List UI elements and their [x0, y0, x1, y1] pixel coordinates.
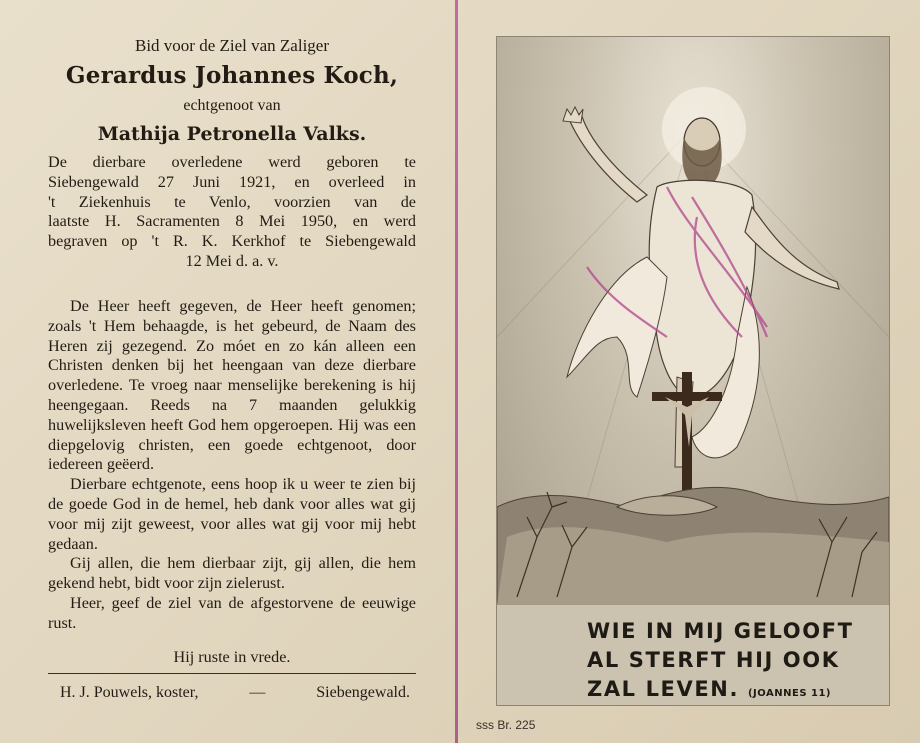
prayer-text	[48, 297, 416, 634]
footer-divider	[48, 673, 416, 674]
prayer-paragraph: Gij allen, die hem dierbaar zijt, gij allen, die hem gekend hebt, bidt voor zijn zielerust.	[48, 554, 416, 593]
bio-line: laatste H. Sacramenten 8 Mei 1950, en werd	[48, 212, 416, 231]
resurrection-illustration	[497, 37, 889, 605]
bio-line: begraven op 't R. K. Kerkhof te Siebengewald	[48, 232, 416, 251]
printer-place: Siebengewald.	[316, 684, 410, 701]
caption-line-3-text: ZAL LEVEN.	[587, 677, 740, 701]
intro-text: Bid voor de Ziel van Zaliger	[134, 36, 330, 55]
deceased-name: Gerardus Johannes Koch,	[65, 62, 399, 89]
caption-line-2: AL STERFT HIJ OOK	[587, 648, 840, 672]
scripture-caption	[497, 605, 889, 705]
prayer-paragraph: De Heer heeft gegeven, de Heer heeft genomen; zoals 't Hem behaagde, is het gebeurd, de Naam des Heren zij gezegend. Zo móet en zo kán alleen een Christen denken bij het heengaan van deze dierbare overledene. Te vroeg naar menselijke berekening is hij heengegaan. Reeds na 7 maanden gelukkig huwelijksleven heeft God hem opgeroepen. Hij was een diepgelovig christen, een goede echtgenoot, door iedereen geëerd.	[48, 296, 416, 474]
left-page	[48, 30, 416, 730]
bio-line: Siebengewald 27 Juni 1921, en overleed in	[48, 172, 416, 191]
caption-line-3	[587, 677, 831, 701]
printer-footer	[60, 684, 410, 702]
closing-line: Hij ruste in vrede.	[173, 647, 291, 666]
right-page	[496, 36, 890, 706]
fold-line	[455, 0, 458, 743]
scripture-reference: (JOANNES 11)	[747, 688, 831, 699]
biography	[48, 153, 416, 271]
print-serial: sss Br. 225	[476, 718, 536, 732]
bio-line: 't Ziekenhuis te Venlo, voorzien van de	[48, 192, 416, 211]
spouse-label: echtgenoot van	[183, 97, 281, 114]
caption-line-1: WIE IN MIJ GELOOFT	[587, 619, 854, 643]
footer-dash: —	[249, 684, 266, 701]
spouse-name: Mathija Petronella Valks.	[97, 123, 367, 145]
cross-icon	[682, 372, 692, 492]
burial-date: 12 Mei d. a. v.	[185, 251, 279, 270]
printer-name: H. J. Pouwels, koster,	[60, 684, 199, 701]
prayer-paragraph: Dierbare echtgenote, eens hoop ik u weer te zien bij de goede God in de hemel, heb dank voor alles wat gij voor mij zijt geweest, voor alles wat gij voor mij hebt gedaan.	[48, 475, 416, 553]
bio-line: De dierbare overledene werd geboren te	[48, 153, 416, 171]
prayer-paragraph: Heer, geef de ziel van de afgestorvene de eeuwige rust.	[48, 593, 416, 632]
resurrection-image	[497, 37, 889, 605]
